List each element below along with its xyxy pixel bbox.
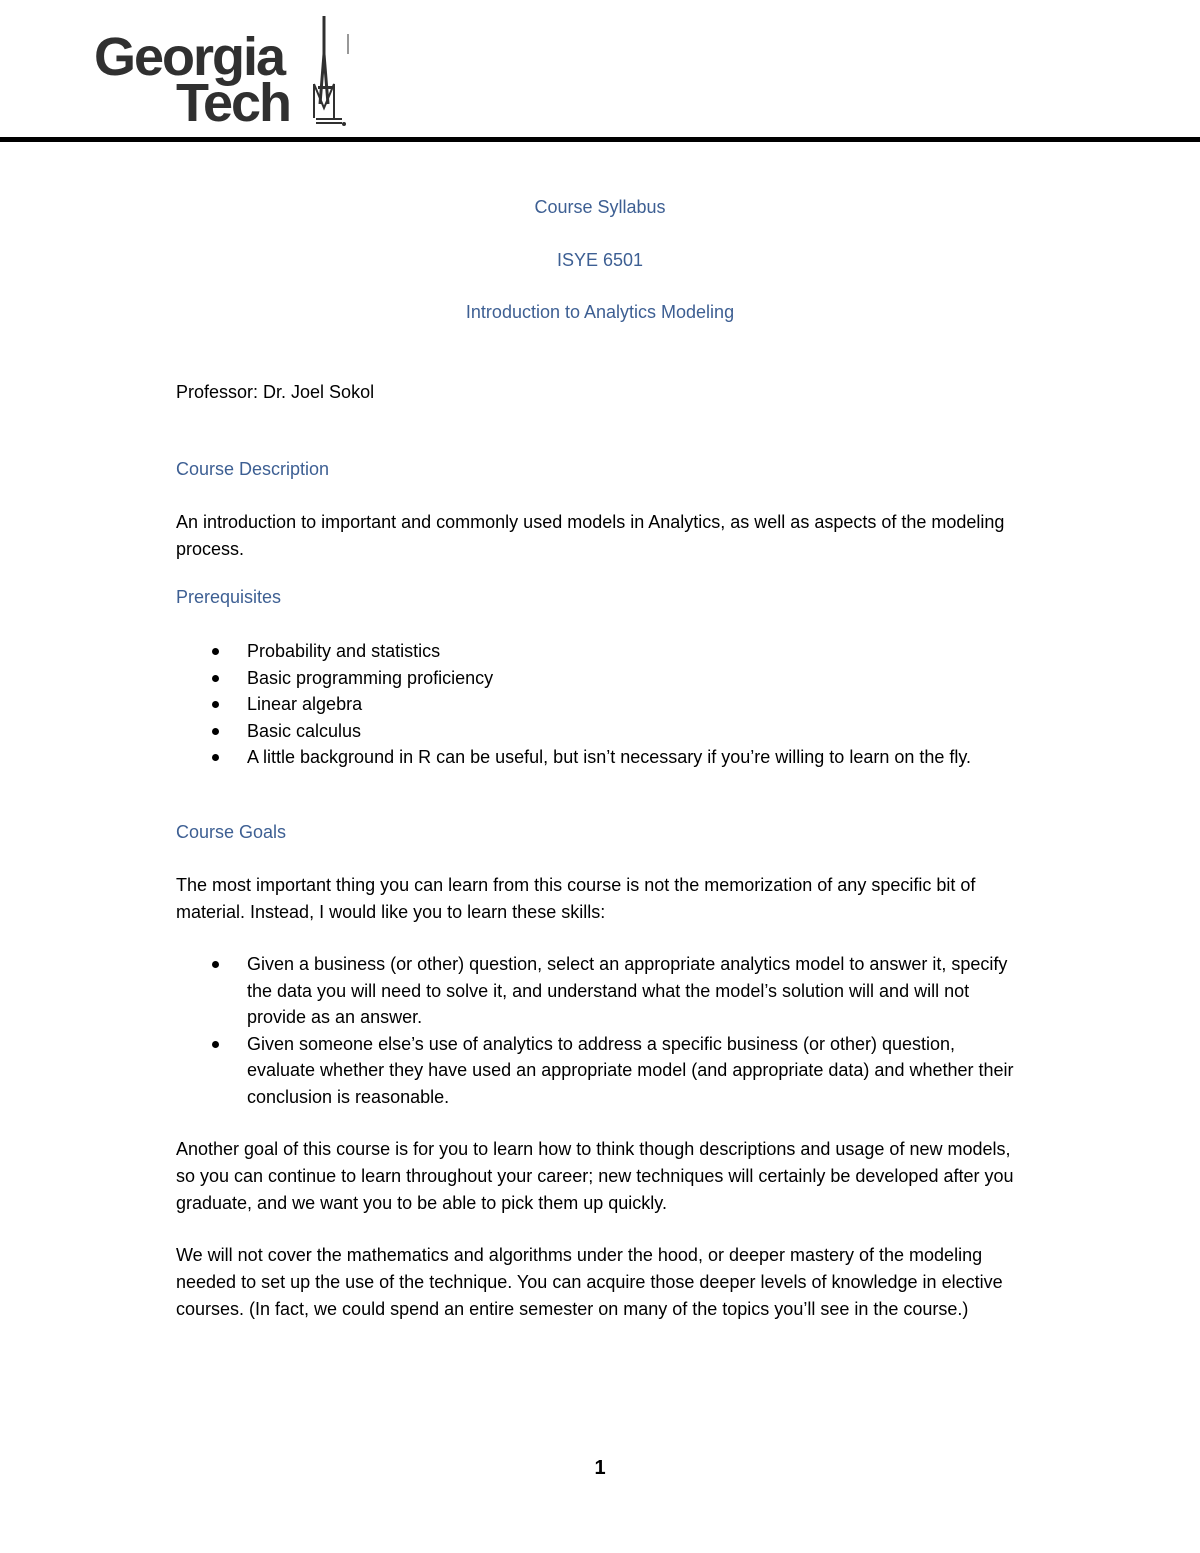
- list-item: A little background in R can be useful, but isn’t necessary if you’re willing to learn on the fly.: [176, 744, 1026, 771]
- course-goals-heading: Course Goals: [176, 822, 287, 842]
- bullet-icon: [212, 648, 219, 655]
- course-goals-paragraph-3: We will not cover the mathematics and algorithms under the hood, or deeper mastery of the modeling needed to set up the use of the technique. You can acquire those deeper levels of knowledge in elective courses. (In fact, we could spend an entire semester on many of the topics you’ll see in the course.): [176, 1245, 1003, 1319]
- prerequisites-heading: Prerequisites: [176, 587, 282, 607]
- bullet-icon: [212, 675, 219, 682]
- list-item: Basic programming proficiency: [176, 665, 1026, 692]
- course-description-heading: Course Description: [176, 459, 330, 479]
- course-name: Introduction to Analytics Modeling: [465, 302, 735, 322]
- course-description-text: An introduction to important and commonly used models in Analytics, as well as aspects of the modeling process.: [176, 512, 1005, 559]
- course-code: ISYE 6501: [556, 250, 644, 270]
- course-goals-paragraph-2: Another goal of this course is for you to learn how to think though descriptions and usage of new models, so you can continue to learn throughout your career; new techniques will certainly be developed after you graduate, and we want you to be able to pick them up quickly.: [176, 1139, 1014, 1213]
- prerequisites-list: [176, 638, 1026, 771]
- list-item: Probability and statistics: [176, 638, 1026, 665]
- header-divider: [0, 137, 1200, 142]
- bullet-icon: [212, 754, 219, 761]
- course-goals-list: [176, 951, 1026, 1110]
- bullet-icon: [212, 1041, 219, 1048]
- bullet-icon: [212, 728, 219, 735]
- logo-wordmark-georgia: Georgia: [94, 27, 285, 87]
- tech-tower-icon: [306, 14, 356, 128]
- georgia-tech-logo: [94, 14, 364, 133]
- course-goals-intro: The most important thing you can learn from this course is not the memorization of any specific bit of material. Instead, I would like you to learn these skills:: [176, 875, 976, 922]
- document-title: Course Syllabus: [534, 197, 666, 217]
- list-item: Linear algebra: [176, 691, 1026, 718]
- professor-line: Professor: Dr. Joel Sokol: [176, 382, 375, 402]
- bullet-icon: [212, 701, 219, 708]
- page-number: 1: [594, 1457, 606, 1479]
- list-item: Basic calculus: [176, 718, 1026, 745]
- bullet-icon: [212, 961, 219, 968]
- list-item: Given a business (or other) question, select an appropriate analytics model to answer it, specify the data you will need to solve it, and understand what the model’s solution will and will not provide as an answer.: [176, 951, 1026, 1031]
- list-item: Given someone else’s use of analytics to address a specific business (or other) question, evaluate whether they have used an appropriate model (and appropriate data) and whether their conclusion is reasonable.: [176, 1031, 1026, 1111]
- logo-wordmark-tech: Tech: [176, 73, 291, 133]
